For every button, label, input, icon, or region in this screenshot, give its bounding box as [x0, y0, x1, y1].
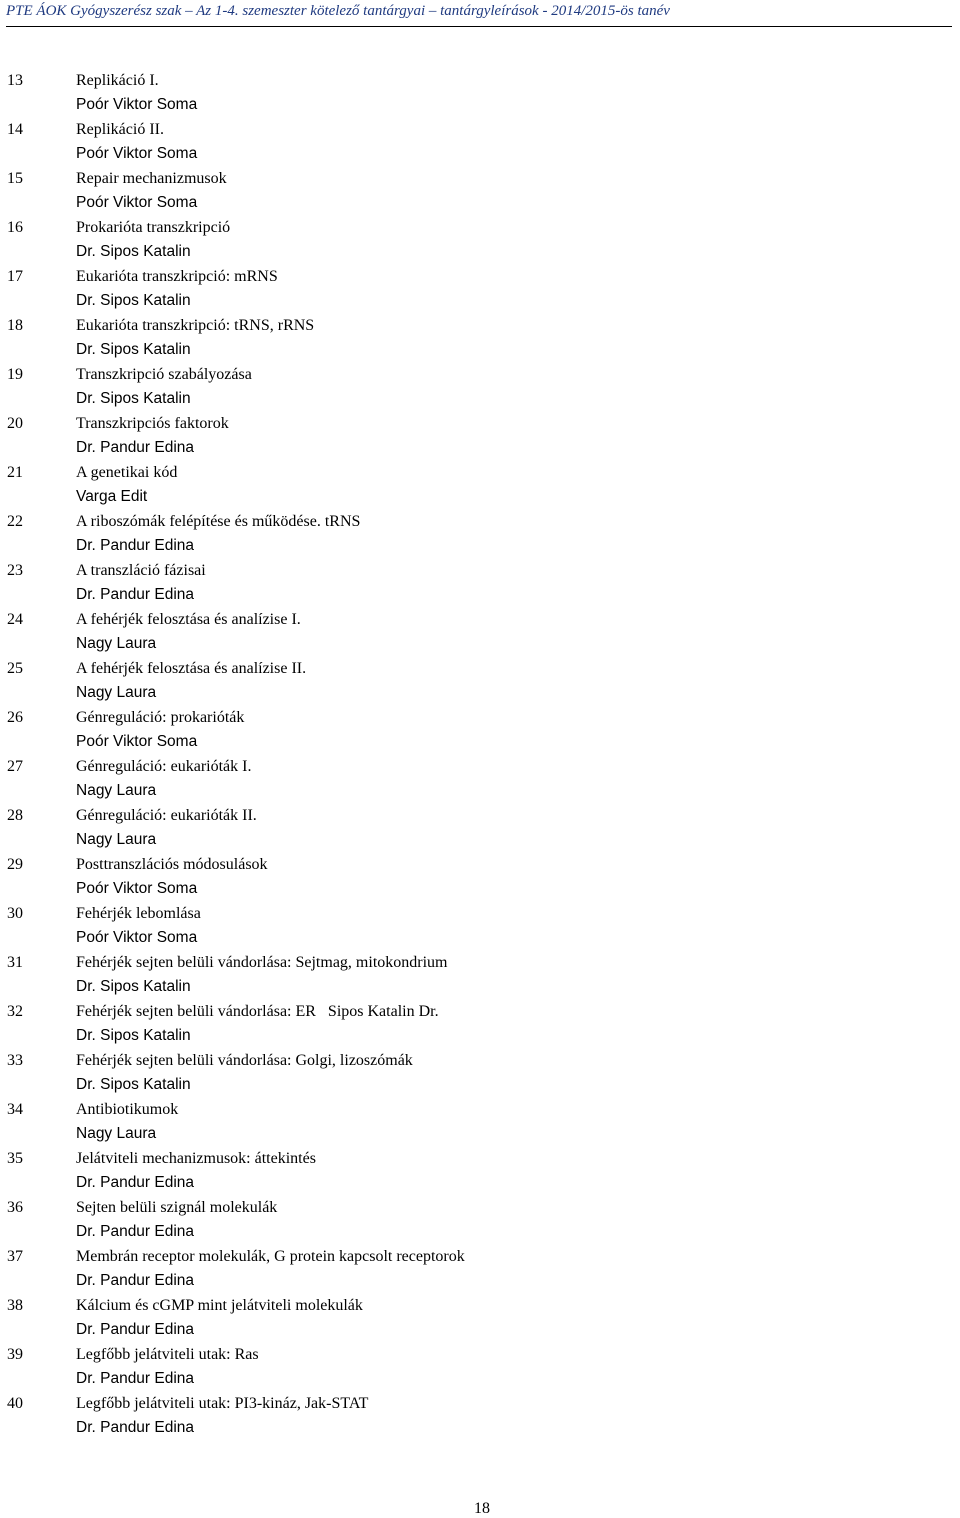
- lecture-entry: [7, 510, 947, 559]
- lecture-entry: [7, 1245, 947, 1294]
- lecturer-name: Dr. Sipos Katalin: [76, 978, 191, 996]
- lecture-number: 38: [7, 1297, 23, 1314]
- lecturer-name: Poór Viktor Soma: [76, 194, 198, 212]
- lecture-list: [7, 69, 947, 1441]
- lecture-title: Génreguláció: eukarióták I.: [76, 758, 252, 775]
- lecture-entry: [7, 461, 947, 510]
- lecture-entry: [7, 363, 947, 412]
- lecturer-name: Dr. Sipos Katalin: [76, 1027, 191, 1045]
- lecture-entry: [7, 1196, 947, 1245]
- lecture-title: Génreguláció: prokarióták: [76, 709, 245, 726]
- lecture-number: 28: [7, 807, 23, 824]
- lecturer-name: Dr. Pandur Edina: [76, 439, 195, 457]
- lecture-entry: [7, 755, 947, 804]
- lecture-number: 21: [7, 464, 23, 481]
- lecture-number: 32: [7, 1003, 23, 1020]
- lecture-title: Fehérjék sejten belüli vándorlása: Sejtmag, mitokondrium: [76, 954, 448, 971]
- lecture-entry: [7, 1000, 947, 1049]
- lecture-title: Sejten belüli szignál molekulák: [76, 1199, 278, 1216]
- lecture-number: 34: [7, 1101, 23, 1118]
- lecturer-name: Nagy Laura: [76, 1125, 157, 1143]
- lecture-number: 15: [7, 170, 23, 187]
- lecture-entry: [7, 1343, 947, 1392]
- lecture-number: 40: [7, 1395, 23, 1412]
- lecture-title: Fehérjék sejten belüli vándorlása: ER Sipos Katalin Dr.: [76, 1003, 439, 1020]
- lecturer-name: Dr. Sipos Katalin: [76, 341, 191, 359]
- lecture-entry: [7, 1049, 947, 1098]
- lecture-number: 24: [7, 611, 23, 628]
- lecturer-name: Nagy Laura: [76, 635, 157, 653]
- lecture-title: A fehérjék felosztása és analízise I.: [76, 611, 301, 628]
- lecture-entry: [7, 265, 947, 314]
- lecture-title: Antibiotikumok: [76, 1101, 179, 1118]
- lecturer-name: Poór Viktor Soma: [76, 733, 198, 751]
- lecture-title: Prokarióta transzkripció: [76, 219, 231, 236]
- lecture-title: Transzkripció szabályozása: [76, 366, 252, 383]
- lecturer-name: Varga Edit: [76, 488, 148, 506]
- lecture-entry: [7, 167, 947, 216]
- lecture-number: 25: [7, 660, 23, 677]
- lecture-number: 20: [7, 415, 23, 432]
- lecture-entry: [7, 314, 947, 363]
- lecturer-name: Dr. Pandur Edina: [76, 1321, 195, 1339]
- lecture-entry: [7, 1147, 947, 1196]
- lecture-number: 35: [7, 1150, 23, 1167]
- lecture-title: Replikáció II.: [76, 121, 164, 138]
- lecture-entry: [7, 216, 947, 265]
- lecture-number: 39: [7, 1346, 23, 1363]
- lecture-entry: [7, 804, 947, 853]
- lecture-title: Fehérjék sejten belüli vándorlása: Golgi, lizoszómák: [76, 1052, 413, 1069]
- lecture-number: 30: [7, 905, 23, 922]
- lecture-number: 33: [7, 1052, 23, 1069]
- lecture-title: Génreguláció: eukarióták II.: [76, 807, 257, 824]
- lecturer-name: Dr. Sipos Katalin: [76, 292, 191, 310]
- lecturer-name: Dr. Sipos Katalin: [76, 390, 191, 408]
- page-header: [6, 2, 952, 27]
- lecture-title: Posttranszlációs módosulások: [76, 856, 268, 873]
- lecture-title: Eukarióta transzkripció: mRNS: [76, 268, 278, 285]
- lecture-entry: [7, 706, 947, 755]
- lecturer-name: Poór Viktor Soma: [76, 145, 198, 163]
- lecturer-name: Nagy Laura: [76, 684, 157, 702]
- lecturer-name: Dr. Pandur Edina: [76, 1370, 195, 1388]
- lecturer-name: Poór Viktor Soma: [76, 929, 198, 947]
- lecture-number: 29: [7, 856, 23, 873]
- lecture-number: 22: [7, 513, 23, 530]
- lecture-number: 27: [7, 758, 23, 775]
- lecture-title: A transzláció fázisai: [76, 562, 206, 579]
- lecturer-name: Dr. Pandur Edina: [76, 586, 195, 604]
- lecture-number: 23: [7, 562, 23, 579]
- page-number: 18: [474, 1500, 490, 1517]
- lecture-number: 18: [7, 317, 23, 334]
- lecture-number: 31: [7, 954, 23, 971]
- lecture-entry: [7, 1098, 947, 1147]
- lecturer-name: Dr. Sipos Katalin: [76, 243, 191, 261]
- lecture-title: Repair mechanizmusok: [76, 170, 227, 187]
- lecture-number: 17: [7, 268, 23, 285]
- lecture-entry: [7, 951, 947, 1000]
- header-text: PTE ÁOK Gyógyszerész szak – Az 1-4. szemeszter kötelező tantárgyai – tantárgyleírások - 2014/2015-ös tanév: [6, 3, 670, 19]
- lecturer-name: Dr. Pandur Edina: [76, 1223, 195, 1241]
- lecture-entry: [7, 657, 947, 706]
- lecture-title: Jelátviteli mechanizmusok: áttekintés: [76, 1150, 316, 1167]
- lecture-title: Transzkripciós faktorok: [76, 415, 229, 432]
- lecture-entry: [7, 1392, 947, 1441]
- lecturer-name: Nagy Laura: [76, 782, 157, 800]
- lecture-entry: [7, 902, 947, 951]
- lecture-title: Eukarióta transzkripció: tRNS, rRNS: [76, 317, 315, 334]
- lecturer-name: Poór Viktor Soma: [76, 880, 198, 898]
- lecturer-name: Nagy Laura: [76, 831, 157, 849]
- lecture-entry: [7, 853, 947, 902]
- lecture-title: Legfőbb jelátviteli utak: PI3-kináz, Jak-STAT: [76, 1395, 369, 1412]
- lecture-title: Membrán receptor molekulák, G protein kapcsolt receptorok: [76, 1248, 465, 1265]
- lecture-number: 37: [7, 1248, 23, 1265]
- lecture-title: Replikáció I.: [76, 72, 159, 89]
- lecture-entry: [7, 1294, 947, 1343]
- lecturer-name: Dr. Pandur Edina: [76, 1272, 195, 1290]
- lecture-number: 36: [7, 1199, 23, 1216]
- lecture-title: A fehérjék felosztása és analízise II.: [76, 660, 307, 677]
- lecture-title: Kálcium és cGMP mint jelátviteli molekulák: [76, 1297, 363, 1314]
- lecture-entry: [7, 69, 947, 118]
- lecture-number: 19: [7, 366, 23, 383]
- lecture-title: A genetikai kód: [76, 464, 178, 481]
- lecture-entry: [7, 559, 947, 608]
- lecture-entry: [7, 608, 947, 657]
- lecture-number: 16: [7, 219, 23, 236]
- lecture-number: 26: [7, 709, 23, 726]
- lecture-title: Legfőbb jelátviteli utak: Ras: [76, 1346, 259, 1363]
- lecture-number: 13: [7, 72, 23, 89]
- lecture-title: A riboszómák felépítése és működése. tRNS: [76, 513, 361, 530]
- lecturer-name: Dr. Pandur Edina: [76, 1419, 195, 1437]
- lecture-entry: [7, 412, 947, 461]
- lecturer-name: Dr. Pandur Edina: [76, 1174, 195, 1192]
- lecture-number: 14: [7, 121, 23, 138]
- lecturer-name: Dr. Pandur Edina: [76, 537, 195, 555]
- lecturer-name: Poór Viktor Soma: [76, 96, 198, 114]
- lecture-entry: [7, 118, 947, 167]
- lecturer-name: Dr. Sipos Katalin: [76, 1076, 191, 1094]
- lecture-title: Fehérjék lebomlása: [76, 905, 201, 922]
